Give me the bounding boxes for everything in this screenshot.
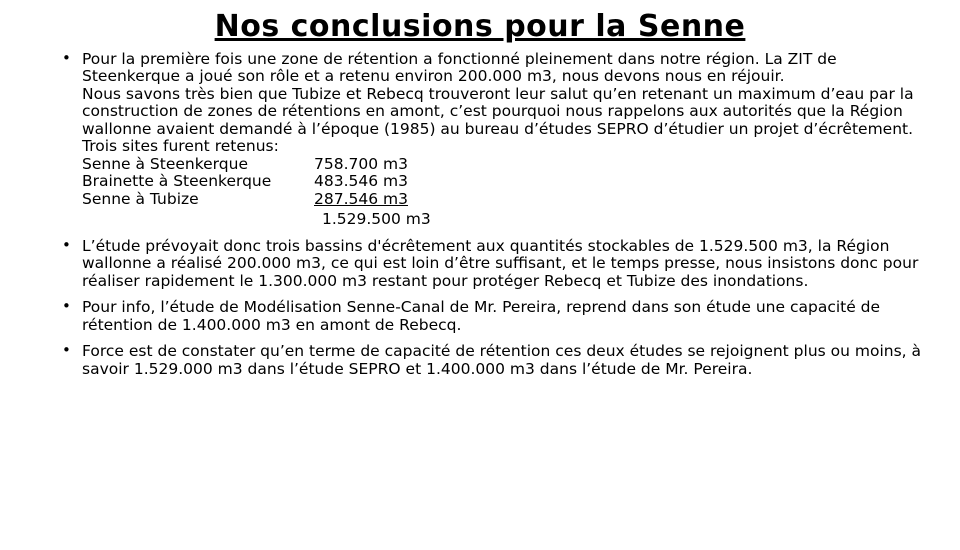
list-item xyxy=(60,238,932,291)
paragraph-text: • Pour info, l’étude de Modélisation Senne-Canal de Mr. Pereira, reprend dans son étude une capacité de rétention de 1.400.000 m3 en amont de Rebecq. xyxy=(82,298,881,334)
site-name: Senne à Tubize xyxy=(82,189,199,208)
table-row xyxy=(82,156,932,174)
slide-body xyxy=(0,51,960,379)
list-item xyxy=(60,343,932,378)
paragraph-text: Nous savons très bien que Tubize et Rebecq trouveront leur salut qu’en retenant un maximum d’eau par la construction de zones de rétentions en amont, c’est pourquoi nous rappelons aux autorités que la Région wallonne avaient demandé à l’époque (1985) au bureau d’études SEPRO d’étudier un projet d’écrêtement. xyxy=(82,84,914,138)
site-volume: 483.546 m3 xyxy=(314,172,408,190)
site-name: Brainette à Steenkerque xyxy=(82,172,272,190)
paragraph-text: • Pour la première fois une zone de rétention a fonctionné pleinement dans notre région. La ZIT de Steenkerque a joué son rôle et a retenu environ 200.000 m3, nous devons nous en réjouir. xyxy=(82,49,837,85)
page-title: Nos conclusions pour la Senne xyxy=(214,9,746,44)
table-total: 1.529.500 m3 xyxy=(322,210,431,228)
table-row xyxy=(82,191,932,209)
bullet-list xyxy=(60,51,932,379)
list-item xyxy=(60,299,932,334)
site-volume: 758.700 m3 xyxy=(314,154,408,173)
paragraph-text: Trois sites furent retenus: xyxy=(82,137,279,155)
table-row xyxy=(82,173,932,191)
paragraph-text: • Force est de constater qu’en terme de capacité de rétention ces deux études se rejoignent plus ou moins, à savoir 1.529.000 m3 dans l’étude SEPRO et 1.400.000 m3 dans l’étude de Mr. Pereira. xyxy=(82,342,922,378)
slide xyxy=(0,10,960,550)
list-item xyxy=(60,51,932,229)
paragraph-text: • L’étude prévoyait donc trois bassins d'écrêtement aux quantités stockables de 1.529.500 m3, la Région wallonne a réalisé 200.000 m3, ce qui est loin d’être suffisant, et le temps presse, nous insistons donc pour réaliser rapidement le 1.300.000 m3 restant pour protéger Rebecq et Tubize des inondations. xyxy=(82,236,919,290)
site-volume: 287.546 m3 xyxy=(314,189,408,208)
retention-sites-table xyxy=(82,156,932,229)
site-name: Senne à Steenkerque xyxy=(82,154,248,173)
